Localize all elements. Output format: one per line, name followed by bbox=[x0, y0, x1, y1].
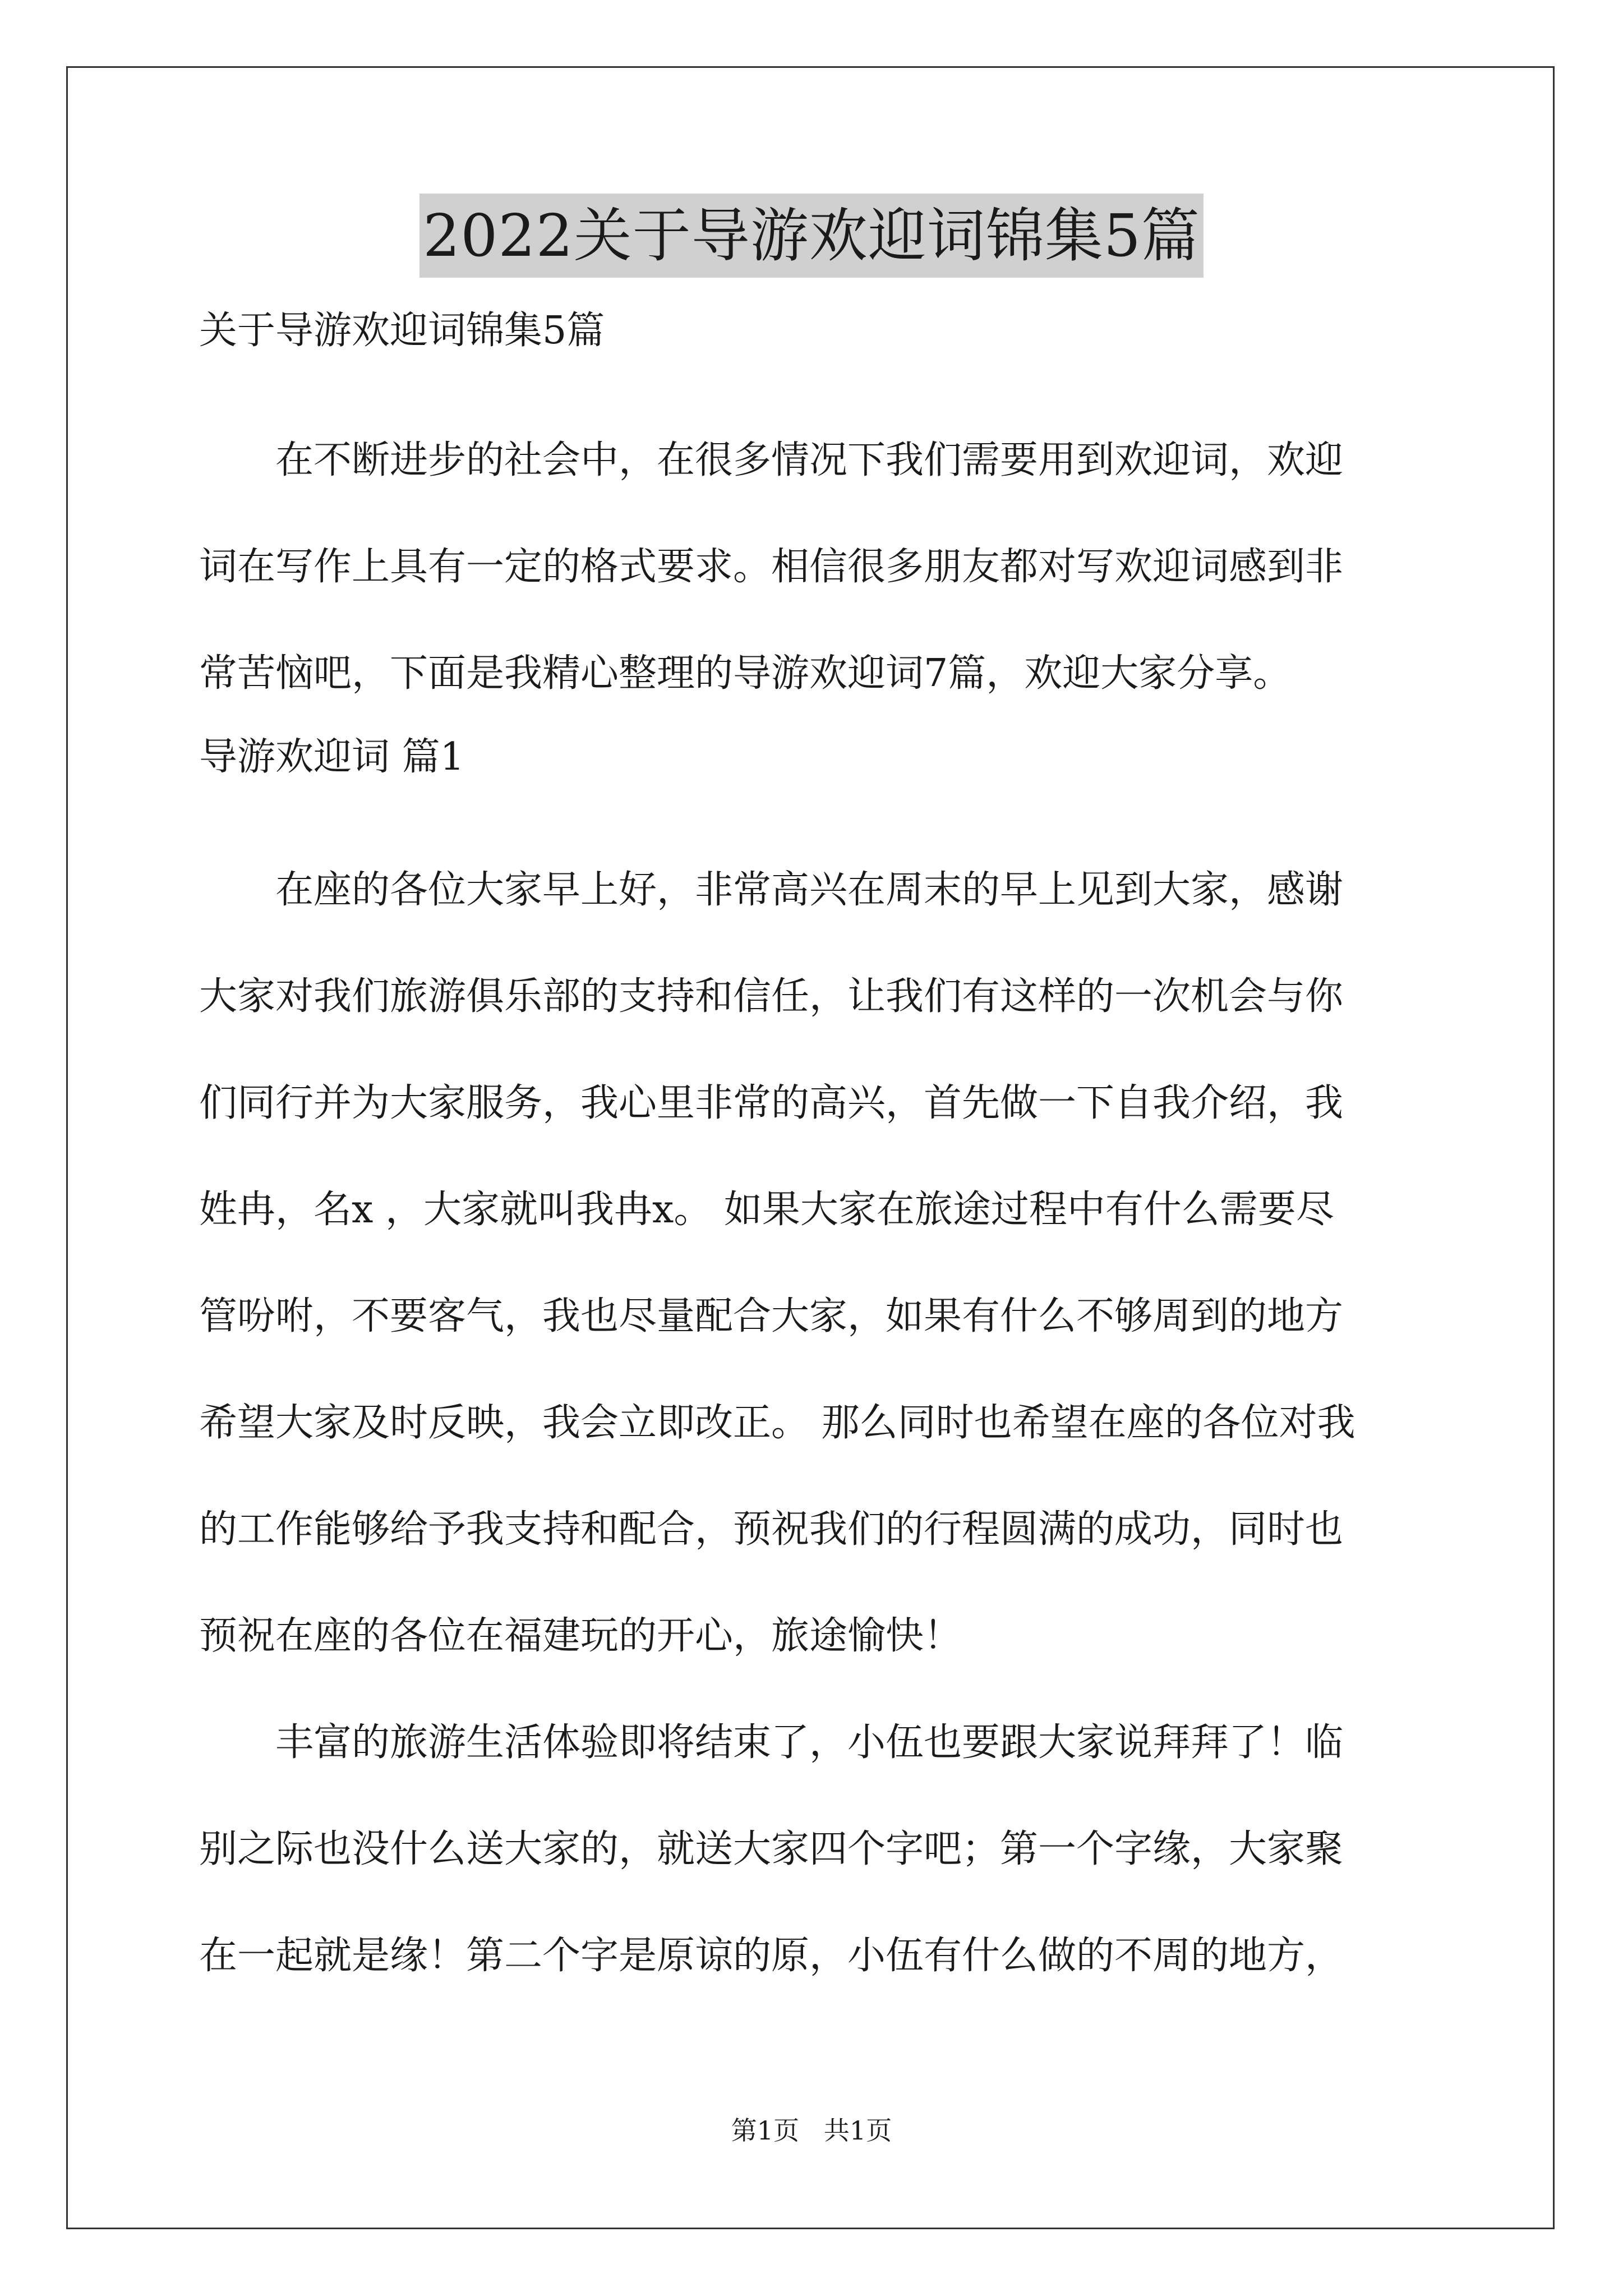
paragraph-line: 大家对我们旅游俱乐部的支持和信任，让我们有这样的一次机会与你 bbox=[199, 974, 1344, 1019]
title-container bbox=[0, 194, 1623, 278]
paragraph-line: 们同行并为大家服务，我心里非常的高兴，首先做一下自我介绍，我 bbox=[199, 1081, 1344, 1125]
paragraph-line: 在不断进步的社会中，在很多情况下我们需要用到欢迎词，欢迎 bbox=[275, 438, 1344, 482]
document-title: 2022关于导游欢迎词锦集5篇 bbox=[419, 194, 1204, 278]
section-heading: 导游欢迎词 篇1 bbox=[199, 735, 464, 779]
paragraph-line: 词在写作上具有一定的格式要求。相信很多朋友都对写欢迎词感到非 bbox=[199, 545, 1344, 589]
paragraph-line: 丰富的旅游生活体验即将结束了，小伍也要跟大家说拜拜了！临 bbox=[275, 1720, 1344, 1765]
paragraph-line: 姓冉，名x ，大家就叫我冉x。 如果大家在旅途过程中有什么需要尽 bbox=[199, 1188, 1334, 1232]
paragraph-line: 预祝在座的各位在福建玩的开心，旅途愉快！ bbox=[199, 1614, 962, 1658]
document-subtitle: 关于导游欢迎词锦集5篇 bbox=[199, 309, 605, 353]
paragraph-line: 别之际也没什么送大家的，就送大家四个字吧；第一个字缘，大家聚 bbox=[199, 1827, 1344, 1871]
paragraph-line: 管吩咐，不要客气，我也尽量配合大家，如果有什么不够周到的地方 bbox=[199, 1294, 1344, 1338]
section-paragraph-1 bbox=[199, 837, 1438, 1690]
paragraph-line: 希望大家及时反映，我会立即改正。 那么同时也希望在座的各位对我 bbox=[199, 1401, 1355, 1445]
document-body bbox=[199, 303, 1438, 2009]
section-paragraph-2 bbox=[199, 1690, 1438, 2009]
paragraph-line: 的工作能够给予我支持和配合，预祝我们的行程圆满的成功，同时也 bbox=[199, 1507, 1344, 1552]
intro-paragraph bbox=[199, 407, 1438, 727]
page-footer: 第1页 共1页 bbox=[731, 2115, 892, 2146]
paragraph-line: 在座的各位大家早上好，非常高兴在周末的早上见到大家，感谢 bbox=[275, 868, 1344, 912]
paragraph-line: 在一起就是缘！第二个字是原谅的原，小伍有什么做的不周的地方， bbox=[199, 1934, 1344, 1978]
paragraph-line: 常苦恼吧，下面是我精心整理的导游欢迎词7篇，欢迎大家分享。 bbox=[199, 651, 1292, 696]
